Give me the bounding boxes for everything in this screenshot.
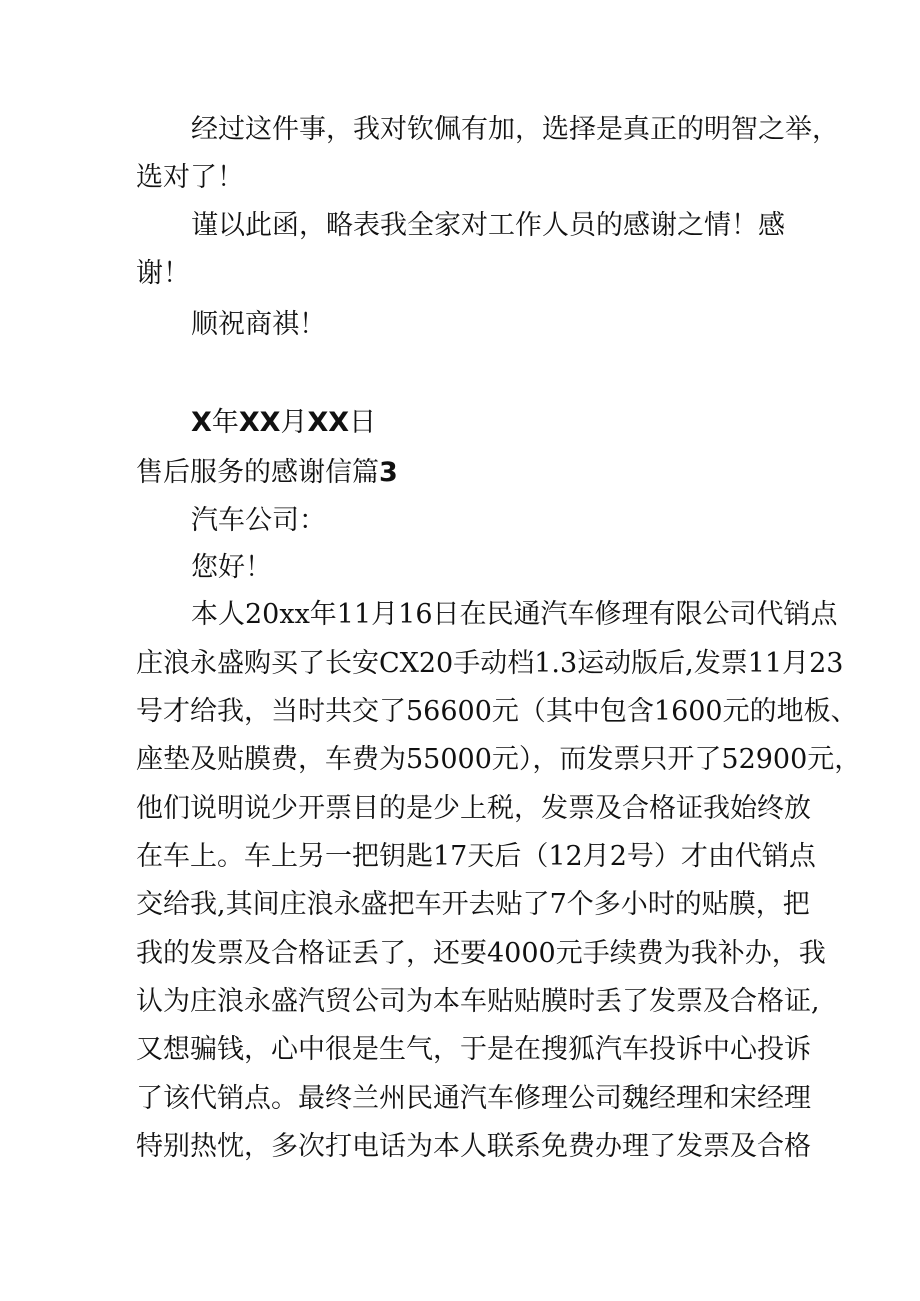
body-line: 号才给我，当时共交了56600元（其中包含1600元的地板、 <box>136 696 858 727</box>
body-line: 本人20xx年11月16日在民通汽车修理有限公司代销点 <box>191 599 838 630</box>
body-line: 座垫及贴膜费，车费为55000元），而发票只开了52900元， <box>136 744 862 775</box>
date-month-xx: XX <box>238 407 281 438</box>
date-x: X <box>191 407 212 438</box>
section-title-text: 售后服务的感谢信篇 <box>136 457 379 488</box>
paragraph-line: 选对了！ <box>136 162 244 193</box>
body-line: 特别热忱，多次打电话为本人联系免费办理了发票及合格 <box>136 1131 811 1162</box>
salutation: 汽车公司： <box>191 505 326 536</box>
body-line: 我的发票及合格证丢了，还要4000元手续费为我补办，我 <box>136 938 826 969</box>
body-line: 他们说明说少开票目的是少上税，发票及合格证我始终放 <box>136 793 811 824</box>
date-line <box>191 403 376 443</box>
body-line: 交给我,其间庄浪永盛把车开去贴了7个多小时的贴膜，把 <box>136 889 810 920</box>
date-ri: 日 <box>349 407 377 438</box>
section-title <box>136 453 398 493</box>
date-yue: 月 <box>280 407 308 438</box>
greeting: 您好！ <box>191 552 272 583</box>
paragraph-line: 谨以此函，略表我全家对工作人员的感谢之情！感 <box>191 210 785 241</box>
body-line: 在车上。车上另一把钥匙17天后（12月2号）才由代销点 <box>136 841 816 872</box>
section-title-number: 3 <box>379 457 398 488</box>
closing-line: 顺祝商祺！ <box>191 309 326 340</box>
body-line: 庄浪永盛购买了长安CX20手动档1.3运动版后,发票11月23 <box>136 648 844 679</box>
paragraph-line: 谢！ <box>136 258 190 289</box>
body-line: 认为庄浪永盛汽贸公司为本车贴贴膜时丢了发票及合格证, <box>136 986 820 1017</box>
paragraph-line: 经过这件事，我对钦佩有加，选择是真正的明智之举， <box>191 114 839 145</box>
body-line: 了该代销点。最终兰州民通汽车修理公司魏经理和宋经理 <box>136 1083 811 1114</box>
date-day-xx: XX <box>307 407 350 438</box>
body-line: 又想骗钱，心中很是生气，于是在搜狐汽车投诉中心投诉 <box>136 1034 811 1065</box>
date-nian: 年 <box>211 407 239 438</box>
